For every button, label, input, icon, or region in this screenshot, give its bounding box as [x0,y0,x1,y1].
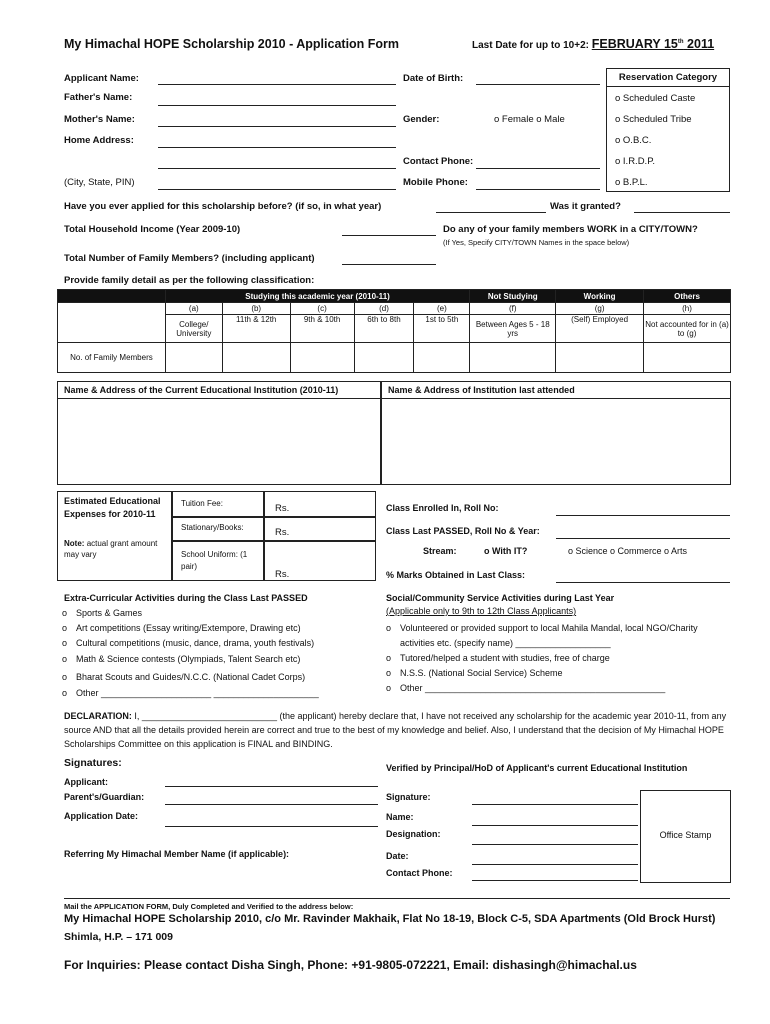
mother-name-field[interactable] [158,126,396,127]
extracurricular-item[interactable]: o Other ______________________ _____________________ [62,688,319,699]
address-line-2[interactable] [158,168,396,169]
social-item[interactable]: o Volunteered or provided support to local Mahila Mandal, local NGO/Charity activities etc. (specify name) ___________________ [386,623,698,648]
work-city-note: (If Yes, Specify CITY/TOWN Names in the space below) [443,238,630,247]
verifier-signature-field[interactable] [472,804,638,805]
expenses-note: Note: actual grant amount may vary [64,539,158,559]
cell-h[interactable] [644,343,731,373]
applicant-name-label: Applicant Name: [64,73,139,84]
stationary-label-cell: Stationary/Books: [172,517,264,541]
verifier-name-label: Name: [386,812,414,822]
family-table [57,289,731,373]
current-institution-box[interactable] [57,381,381,485]
father-name-label: Father's Name: [64,92,133,103]
family-members-label: Total Number of Family Members? (including applicant) [64,253,315,264]
col-9-10: 9th & 10th [290,315,354,343]
office-stamp-label: Office Stamp [659,830,712,840]
office-stamp-box[interactable] [640,790,731,883]
col-between-ages: Between Ages 5 - 18 yrs [470,315,556,343]
with-it-option[interactable]: o With IT? [484,546,528,556]
extracurricular-title: Extra-Curricular Activities during the Class Last PASSED [64,593,308,603]
reservation-option-bpl[interactable]: o B.P.L. [615,177,648,188]
verifier-designation-label: Designation: [386,829,441,839]
marks-field[interactable] [556,582,730,583]
parent-signature-field[interactable] [165,804,378,805]
inquiries-line: For Inquiries: Please contact Disha Singh, Phone: +91-9805-072221, Email: dishasingh@himachal.us [64,958,637,972]
reservation-option-obc[interactable]: o O.B.C. [615,135,652,146]
not-studying-header: Not Studying [470,290,556,303]
cell-f[interactable] [470,343,556,373]
col-self-employed: (Self) Employed [556,315,644,343]
col-college: College/ University [165,315,222,343]
social-subtitle: (Applicable only to 9th to 12th Class Applicants) [386,606,577,616]
referring-member-label: Referring My Himachal Member Name (if applicable): [64,849,290,859]
gender-options[interactable]: o Female o Male [494,114,565,125]
verifier-signature-label: Signature: [386,792,431,802]
class-enrolled-field[interactable] [556,515,730,516]
uniform-label-cell: School Uniform: (1 pair) [172,541,264,581]
granted-label: Was it granted? [550,201,621,212]
col-letter-f: (f) [470,303,556,315]
table-label-cell [58,303,166,343]
tuition-label-cell: Tuition Fee: [172,491,264,517]
city-state-pin-label: (City, State, PIN) [64,177,135,188]
mobile-phone-label: Mobile Phone: [403,177,468,188]
form-title: My Himachal HOPE Scholarship 2010 - Application Form [64,37,400,51]
mail-address-line-2: Shimla, H.P. – 171 009 [64,931,173,943]
col-letter-c: (c) [290,303,354,315]
granted-field[interactable] [634,212,730,213]
stationary-value-cell[interactable]: Rs. [264,517,376,541]
address-line-1[interactable] [158,147,396,148]
reservation-option-st[interactable]: o Scheduled Tribe [615,114,692,125]
mail-address-line-1: My Himachal HOPE Scholarship 2010, c/o Mr. Ravinder Makhaik, Flat No 18-19, Block C-5, SDA Apartments (Old Brock Hurst) [64,913,716,925]
last-institution-box[interactable] [381,381,731,485]
application-date-field[interactable] [165,826,378,827]
home-address-label: Home Address: [64,135,134,146]
gender-label: Gender: [403,114,440,125]
col-letter-h: (h) [644,303,731,315]
application-date-label: Application Date: [64,811,139,821]
expenses-title-box [57,491,172,581]
col-6-8: 6th to 8th [354,315,414,343]
social-item[interactable]: o Tutored/helped a student with studies, free of charge [386,653,610,663]
mobile-phone-field[interactable] [476,189,600,190]
reservation-title: Reservation Category [607,69,729,87]
social-item[interactable]: o N.S.S. (National Social Service) Scheme [386,668,563,678]
contact-phone-label: Contact Phone: [403,156,474,167]
cell-a[interactable] [165,343,222,373]
verifier-contact-label: Contact Phone: [386,868,453,878]
cell-e[interactable] [414,343,470,373]
applied-before-field[interactable] [436,212,546,213]
class-passed-label: Class Last PASSED, Roll No & Year: [386,526,540,536]
stream-label: Stream: [423,546,457,556]
mail-note: Mail the APPLICATION FORM, Duly Completed and Verified to the address below: [64,902,354,911]
social-list [386,621,730,696]
stream-options[interactable]: o Science o Commerce o Arts [568,546,688,556]
footer-divider [64,898,730,899]
contact-phone-field[interactable] [476,168,600,169]
col-11-12: 11th & 12th [222,315,290,343]
income-field[interactable] [342,235,436,236]
verifier-name-field[interactable] [472,825,638,826]
applied-before-label: Have you ever applied for this scholarship before? (if so, in what year) [64,201,382,212]
declaration-label: DECLARATION: [64,711,132,721]
current-institution-label: Name & Address of the Current Educational Institution (2010-11) [58,382,380,399]
class-enrolled-label: Class Enrolled In, Roll No: [386,503,499,513]
extracurricular-item[interactable]: o Math & Science contests (Olympiads, Talent Search etc) [62,653,301,664]
father-name-field[interactable] [158,105,396,106]
reservation-option-sc[interactable]: o Scheduled Caste [615,93,696,104]
family-detail-label: Provide family detail as per the following classification: [64,275,315,286]
tuition-value-cell[interactable]: Rs. [264,491,376,517]
declaration [64,709,730,751]
cell-d[interactable] [354,343,414,373]
cell-c[interactable] [290,343,354,373]
verifier-contact-field[interactable] [472,880,638,881]
applicant-signature-label: Applicant: [64,777,108,787]
marks-label: % Marks Obtained in Last Class: [386,570,526,580]
reservation-option-irdp[interactable]: o I.R.D.P. [615,156,655,167]
col-letter-g: (g) [556,303,644,315]
income-label: Total Household Income (Year 2009-10) [64,224,241,235]
extracurricular-item[interactable]: o Art competitions (Essay writing/Extempore, Drawing etc) [62,623,301,634]
uniform-value-cell[interactable]: Rs. [264,541,376,581]
parent-signature-label: Parent's/Guardian: [64,792,145,802]
applicant-signature-field[interactable] [165,786,378,787]
applicant-name-field[interactable] [158,84,396,85]
extracurricular-list [62,606,319,701]
working-header: Working [556,290,644,303]
verifier-date-label: Date: [386,851,409,861]
table-corner [58,290,166,303]
reservation-box [606,68,730,192]
verified-title: Verified by Principal/HoD of Applicant's current Educational Institution [386,763,688,773]
dob-label: Date of Birth: [403,73,464,84]
social-title: Social/Community Service Activities during Last Year [386,593,615,603]
others-header: Others [644,290,731,303]
col-letter-a: (a) [165,303,222,315]
col-letter-b: (b) [222,303,290,315]
mother-name-label: Mother's Name: [64,114,135,125]
last-institution-label: Name & Address of Institution last attended [382,382,730,399]
col-letter-e: (e) [414,303,470,315]
work-city-label: Do any of your family members WORK in a CITY/TOWN? [443,224,698,235]
verifier-date-field[interactable] [472,864,638,865]
verifier-designation-field[interactable] [472,844,638,845]
dob-field[interactable] [476,84,600,85]
city-state-pin-field[interactable] [158,189,396,190]
col-1-5: 1st to 5th [414,315,470,343]
family-members-field[interactable] [342,264,436,265]
declaration-text: I, ___________________________ (the applicant) hereby declare that, I have not received any scholarship for the academic year 2010-11, from any source AND that all the details provided herein are correct and true to the best of my knowledge and belief. Also, I understand that the decision of My Himachal HOPE Scholarships Committee on this application is FINAL and BINDING. [64,711,727,749]
cell-g[interactable] [556,343,644,373]
extracurricular-item[interactable]: o Cultural competitions (music, dance, drama, youth festivals) [62,638,315,649]
extracurricular-item[interactable]: o Bharat Scouts and Guides/N.C.C. (National Cadet Corps) [62,671,306,682]
deadline-prefix: Last Date for up to 10+2: [472,40,589,51]
class-passed-field[interactable] [556,538,730,539]
deadline-date: FEBRUARY 15th 2011 [591,37,715,51]
signatures-title: Signatures: [64,757,122,769]
col-letter-d: (d) [354,303,414,315]
col-not-accounted: Not accounted for in (a) to (g) [644,315,731,343]
row-family-members-label: No. of Family Members [58,343,166,373]
studying-header: Studying this academic year (2010-11) [165,290,469,303]
deadline [472,37,714,51]
expenses-title: Estimated Educational Expenses for 2010-11 [64,496,161,519]
cell-b[interactable] [222,343,290,373]
social-item[interactable]: o Other ________________________________________________ [386,683,666,693]
extracurricular-item[interactable]: o Sports & Games [62,608,143,618]
